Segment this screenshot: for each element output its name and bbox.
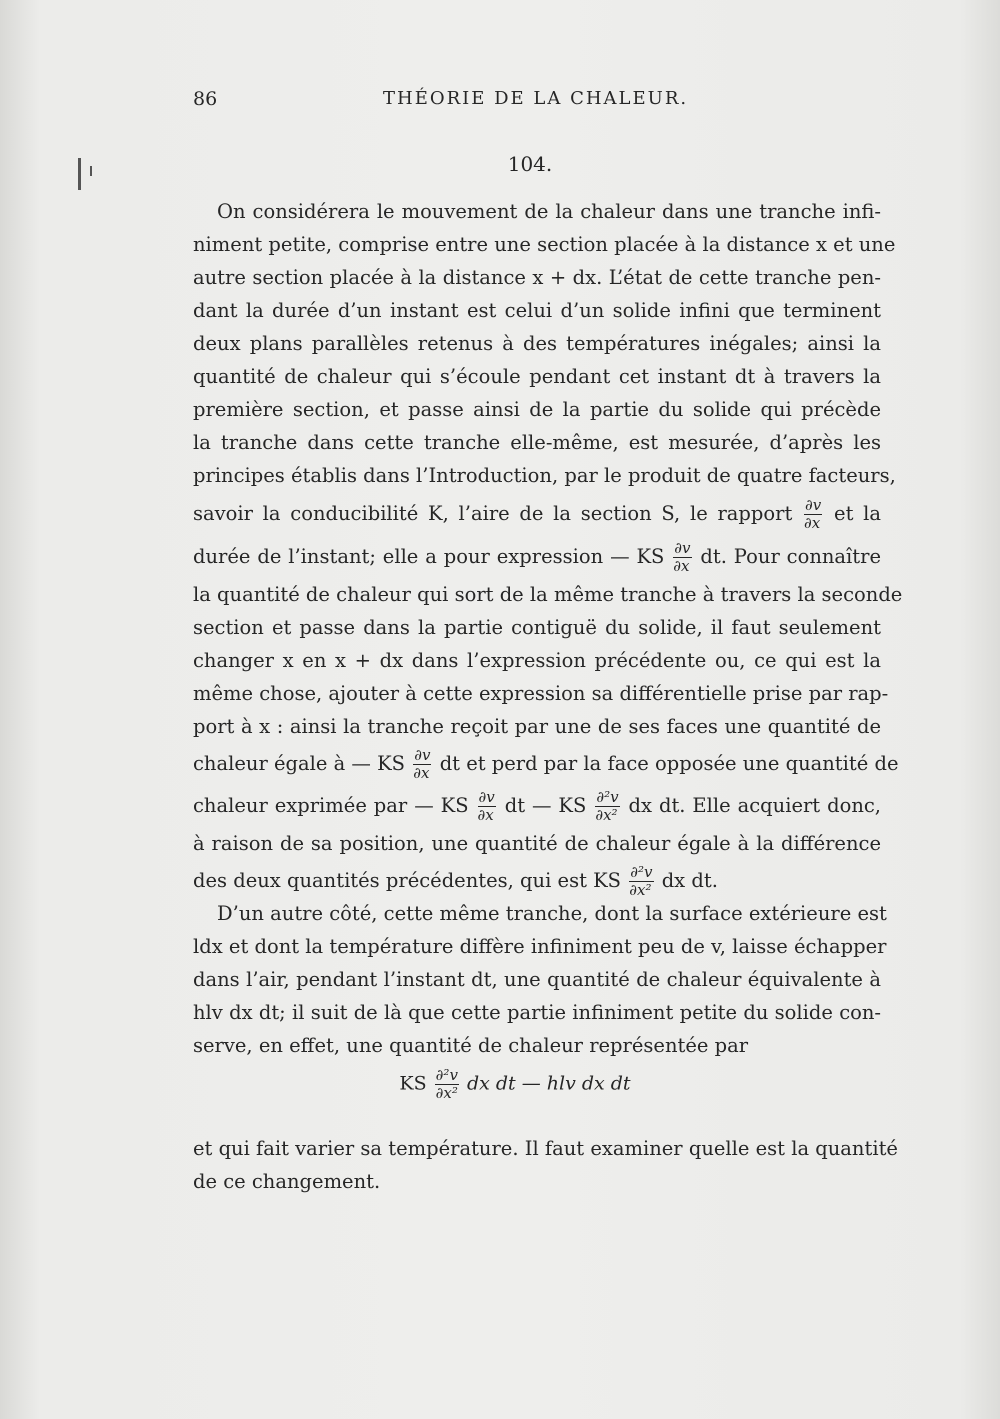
fraction-denominator: ∂x² [435, 1084, 458, 1102]
fraction-numerator: ∂v [478, 788, 495, 806]
text-line: à raison de sa position, une quantité de chaleur égale à la différence [193, 832, 881, 855]
text-segment: savoir la conducibilité K, l’aire de la section S, le rapport [193, 502, 793, 525]
text-line: On considérera le mouvement de la chaleur dans une tranche infi- [217, 200, 881, 223]
text-segment: dt — KS [504, 794, 587, 817]
fraction-denominator: ∂x [673, 557, 690, 575]
fraction-numerator: ∂²v [435, 1066, 458, 1084]
text-segment: des deux quantités précédentes, qui est KS [193, 869, 622, 892]
text-segment: chaleur exprimée par — KS [193, 794, 469, 817]
text-line: dans l’air, pendant l’instant dt, une quantité de chaleur équivalente à [193, 968, 881, 991]
fraction-denominator: ∂x [804, 514, 821, 532]
fraction-d2v-dx2 [435, 1068, 459, 1101]
text-segment: durée de l’instant; elle a pour expression — KS [193, 545, 665, 568]
fraction-dv-dx [413, 748, 431, 781]
text-line: port à x : ainsi la tranche reçoit par une de ses faces une quantité de [193, 715, 881, 738]
fraction-dv-dx [673, 541, 691, 574]
fraction-numerator: ∂²v [596, 788, 619, 806]
running-head: THÉORIE DE LA CHALEUR. [383, 88, 689, 109]
text-line [193, 785, 881, 827]
formula-expression: dx dt — hlv dx dt [466, 1072, 631, 1095]
text-line: deux plans parallèles retenus à des températures inégales; ainsi la [193, 332, 881, 355]
text-line [193, 492, 881, 536]
text-segment: dx dt. Elle acquiert donc, [628, 794, 881, 817]
page-header [193, 88, 883, 118]
fraction-numerator: ∂v [805, 496, 822, 514]
paragraph-2 [193, 897, 887, 1062]
text-segment: et la [834, 502, 882, 525]
text-line [193, 743, 899, 785]
text-line: ldx et dont la température diffère infiniment peu de v, laisse échapper [193, 935, 887, 958]
text-line: hlv dx dt; il suit de là que cette partie infiniment petite du solide con- [193, 1001, 881, 1024]
fraction-denominator: ∂x² [595, 806, 618, 824]
fraction-dv-dx [478, 790, 496, 823]
text-line: D’un autre côté, cette même tranche, dont la surface extérieure est [217, 902, 887, 925]
text-line: quantité de chaleur qui s’écoule pendant cet instant dt à travers la [193, 365, 881, 388]
fraction-numerator: ∂v [674, 539, 691, 557]
fraction-denominator: ∂x² [629, 881, 652, 899]
text-segment: chaleur égale à — KS [193, 752, 406, 775]
text-line: la tranche dans cette tranche elle-même, est mesurée, d’après les [193, 431, 881, 454]
text-line: section et passe dans la partie contiguë du solide, il faut seulement [193, 616, 881, 639]
text-segment: dt. Pour connaître [700, 545, 881, 568]
fraction-numerator: ∂²v [630, 863, 653, 881]
text-segment: dt et perd par la face opposée une quantité de [439, 752, 899, 775]
text-line: la quantité de chaleur qui sort de la même tranche à travers la seconde [193, 583, 903, 606]
fraction-d2v-dx2 [629, 865, 653, 898]
section-number: 104. [507, 152, 553, 176]
text-line: serve, en effet, une quantité de chaleur représentée par [193, 1034, 749, 1057]
paragraph-1 [193, 195, 903, 902]
text-line: première section, et passe ainsi de la partie du solide qui précède [193, 398, 881, 421]
text-line: niment petite, comprise entre une section placée à la distance x et une [193, 233, 896, 256]
page-number: 86 [193, 88, 218, 110]
text-line: changer x en x + dx dans l’expression précédente ou, ce qui est la [193, 649, 881, 672]
text-line [193, 860, 881, 902]
fraction-numerator: ∂v [414, 746, 431, 764]
fraction-d2v-dx2 [595, 790, 619, 823]
paragraph-3 [193, 1132, 898, 1198]
text-line: principes établis dans l’Introduction, par le produit de quatre facteurs, [193, 464, 896, 487]
text-line: dant la durée d’un instant est celui d’un solide infini que terminent [193, 299, 881, 322]
text-line: de ce changement. [193, 1170, 381, 1193]
fraction-denominator: ∂x [413, 764, 430, 782]
fraction-denominator: ∂x [477, 806, 494, 824]
fraction-dv-dx [804, 498, 822, 531]
text-line: et qui fait varier sa température. Il faut examiner quelle est la quantité [193, 1137, 898, 1160]
display-formula [0, 1068, 1000, 1101]
text-line: autre section placée à la distance x + dx. L’état de cette tranche pen- [193, 266, 881, 289]
text-segment: dx dt. [661, 869, 718, 892]
text-line: même chose, ajouter à cette expression sa différentielle prise par rap- [193, 682, 889, 705]
formula-prefix: KS [399, 1072, 427, 1095]
text-line [193, 536, 881, 578]
